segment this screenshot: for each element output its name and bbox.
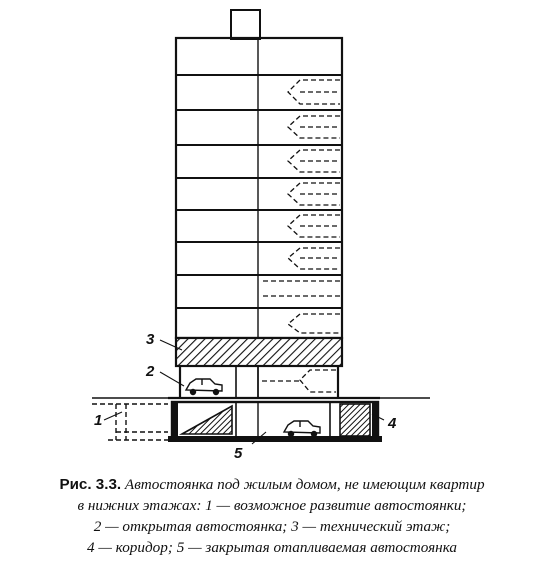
caption-line-1 <box>14 474 530 495</box>
caption-line-4: 4 — коридор; 5 — закрытая отапливаемая автостоянка <box>86 539 458 556</box>
basement-ramp <box>182 406 232 434</box>
corridor <box>340 404 370 436</box>
future-expansion <box>92 404 168 440</box>
callout-3: 3 <box>146 331 155 348</box>
car-icon <box>186 379 222 395</box>
callout-1: 1 <box>94 412 103 429</box>
residential-floors <box>176 38 342 338</box>
callout-4: 4 <box>388 415 397 432</box>
figure-number: Рис. 3.3. <box>59 476 122 493</box>
caption-line-3: 2 — открытая автостоянка; 3 — технический этаж; <box>93 518 451 535</box>
expansion-ramps <box>262 80 340 333</box>
callout-5: 5 <box>234 445 243 462</box>
car-icon <box>284 421 320 437</box>
callout-2: 2 <box>146 363 155 380</box>
caption-title: Автостоянка под жилым домом, не имеющим квартир <box>124 476 485 493</box>
caption-line-2: в нижних этажах: 1 — возможное развитие автостоянки; <box>77 497 467 514</box>
figure-caption <box>14 474 530 558</box>
roof-structure <box>231 10 260 39</box>
technical-floor <box>176 338 342 366</box>
